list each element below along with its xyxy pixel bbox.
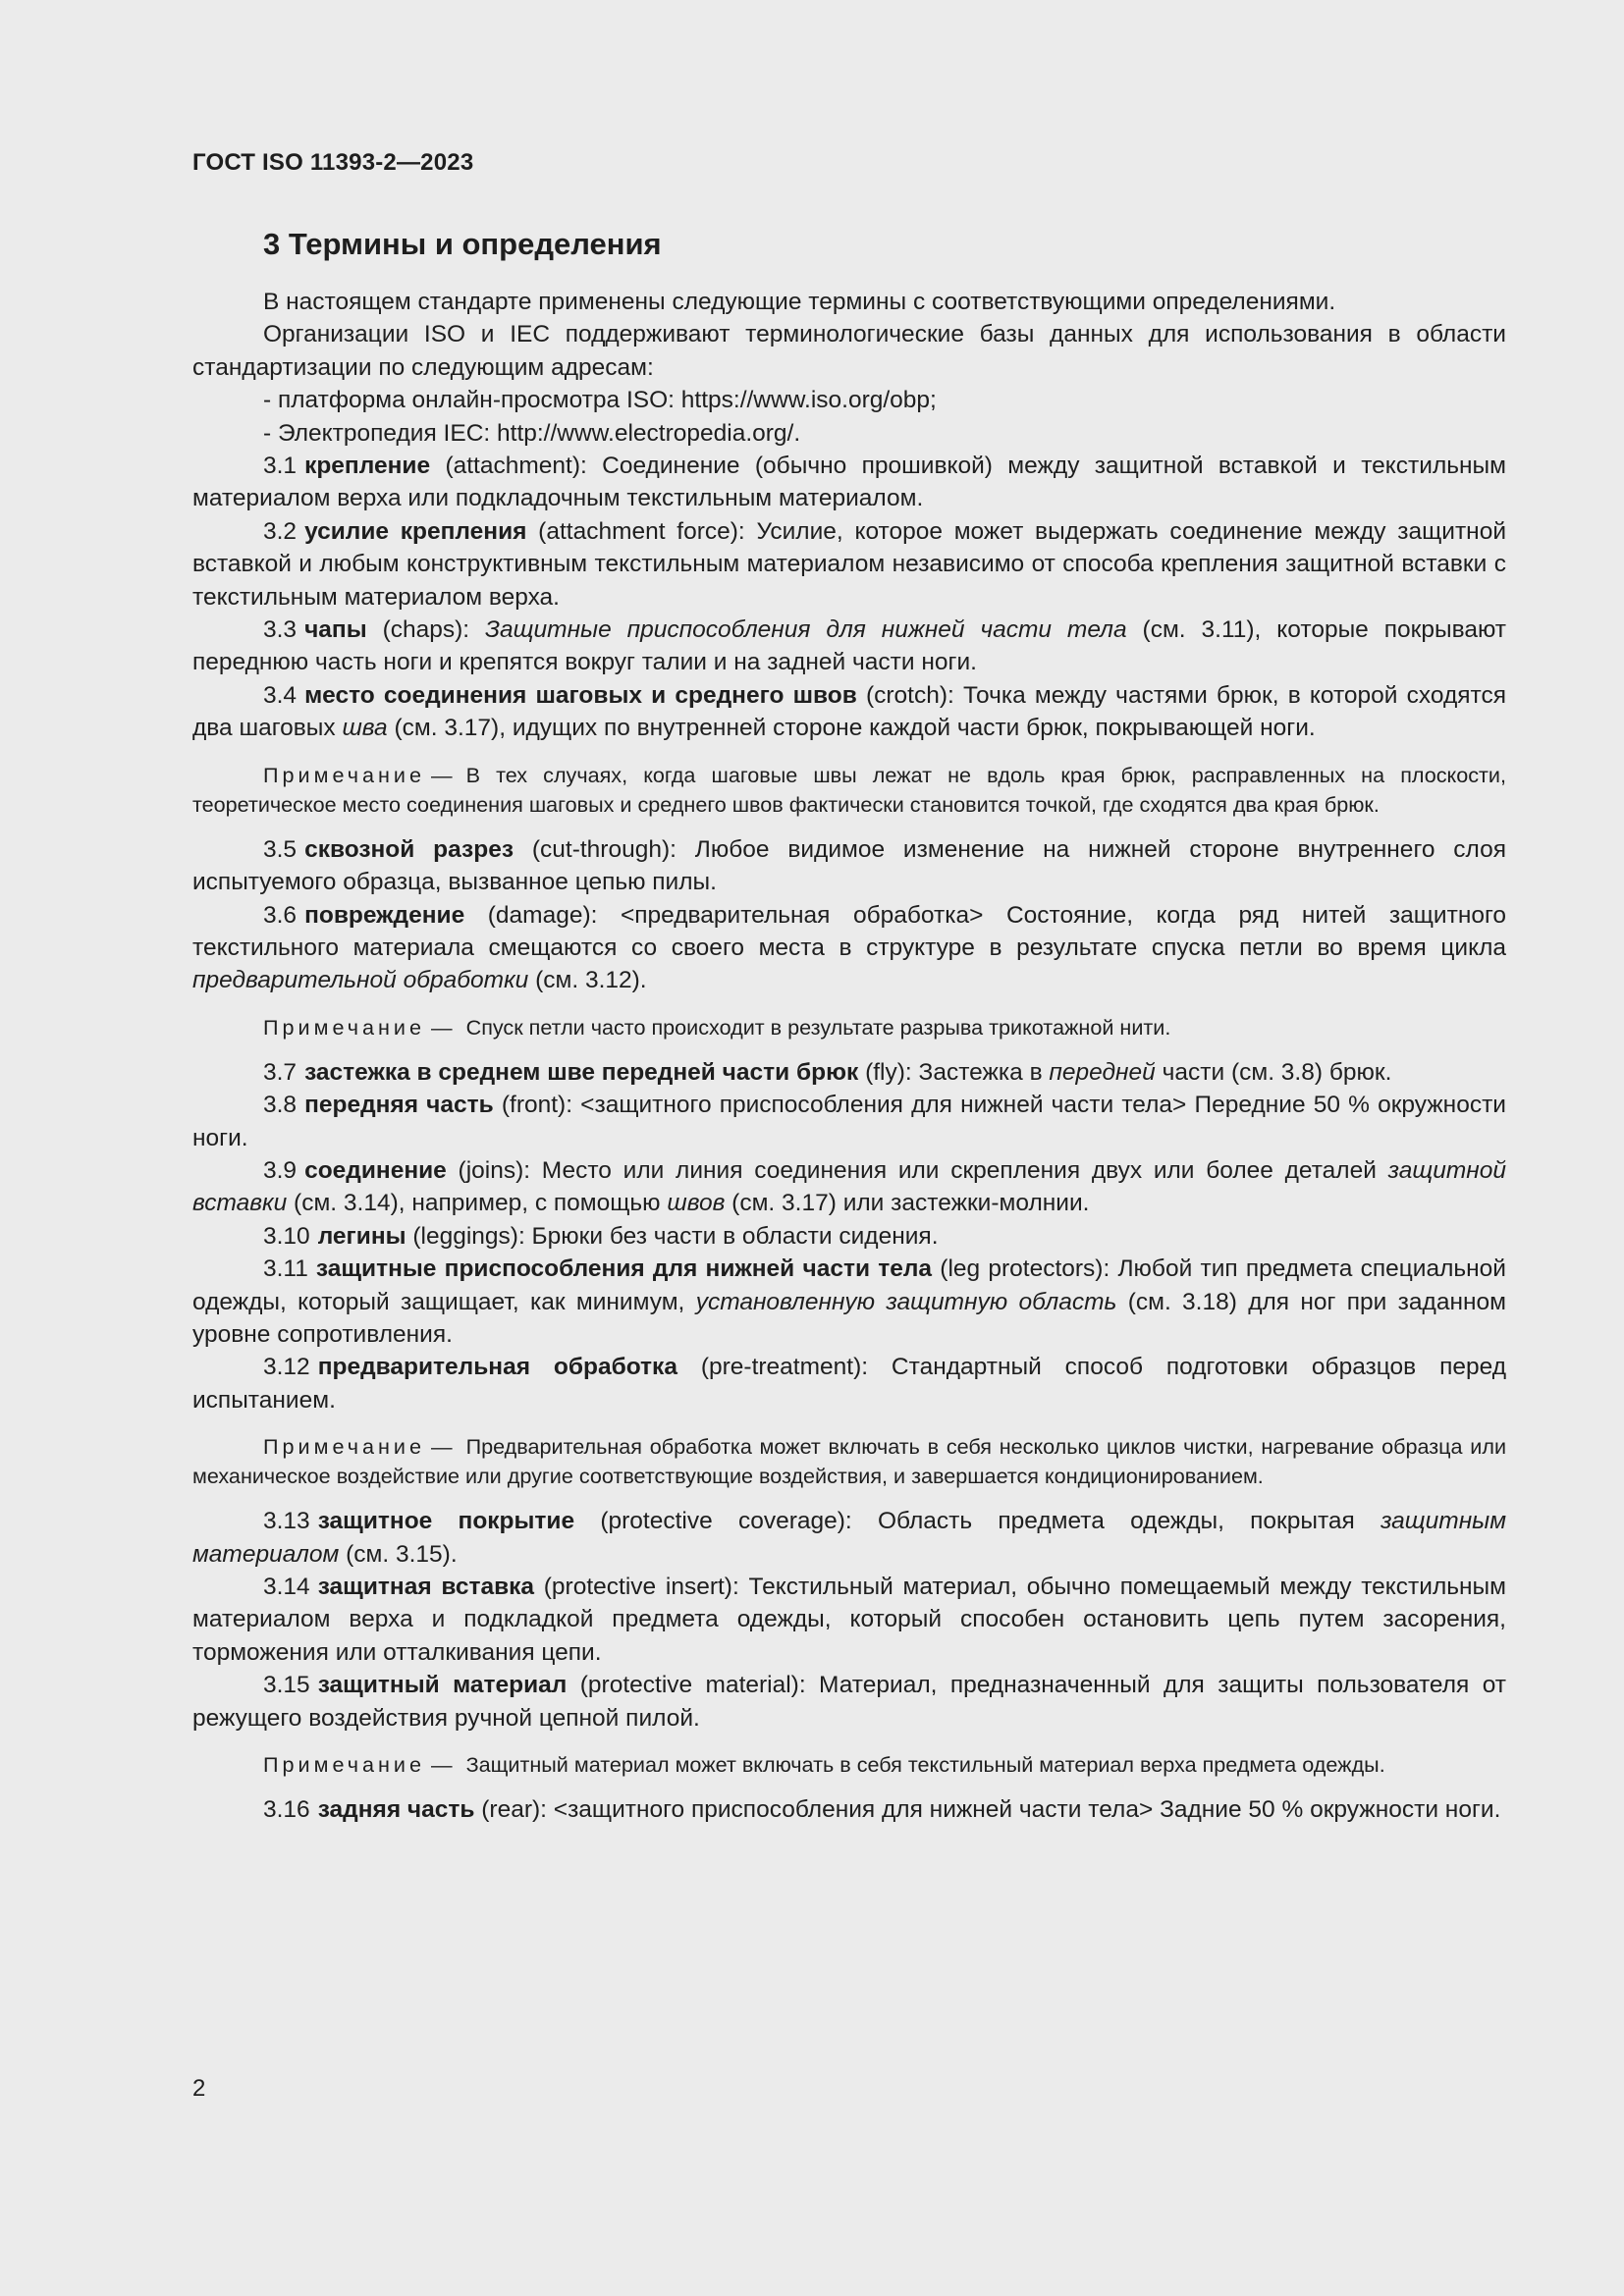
term-entry-3-15: 3.15 защитный материал (protective material): Материал, предназначенный для защиты пользователя от режущего воздействия ручной цепной пилой. <box>192 1672 1507 1732</box>
note-3-15: Примечание — Защитный материал может включать в себя текстильный материал верха предмета одежды. <box>263 1752 1385 1778</box>
term-name: сквозной разрез <box>304 835 514 863</box>
note-3-4: Примечание — В тех случаях, когда шаговые швы лежат не вдоль края брюк, расправленных на плоскости, теоретическое место соединения шаговых и среднего швов фактически становится точкой, где сходятся два края брюк. <box>192 762 1506 817</box>
term-name: усилие крепления <box>304 517 527 545</box>
term-name: крепление <box>304 453 431 480</box>
term-name: задняя часть <box>317 1796 475 1824</box>
term-name: место соединения шаговых и среднего швов <box>304 681 857 709</box>
term-entry-3-9: 3.9 соединение (joins): Место или линия соединения или скрепления двух или более деталей защитной вставки (см. 3.14), например, с помощью швов (см. 3.17) или застежки-молнии. <box>192 1156 1506 1217</box>
page-content <box>192 225 1506 1826</box>
term-entry-3-7: 3.7 застежка в среднем шве передней части брюк (fly): Застежка в передней части (см. 3.8) брюк. <box>263 1058 1392 1086</box>
term-entry-3-2: 3.2 усилие крепления (attachment force): Усилие, которое может выдержать соединение между защитной вставкой и любым конструктивным текстильным материалом независимо от способа крепления защитной вставки с текстильным материалом верха. <box>192 517 1507 611</box>
term-entry-3-13: 3.13 защитное покрытие (protective coverage): Область предмета одежды, покрытая защитным материалом (см. 3.15). <box>192 1508 1506 1568</box>
intro-paragraph: Организации ISO и IEC поддерживают терминологические базы данных для использования в области стандартизации по следующим адресам: <box>192 321 1506 381</box>
term-name: соединение <box>304 1156 447 1184</box>
term-name: защитное покрытие <box>317 1508 575 1535</box>
term-entry-3-10: 3.10 легины (leggings): Брюки без части в области сидения. <box>263 1222 939 1250</box>
note-3-6: Примечание — Спуск петли часто происходит в результате разрыва трикотажной нити. <box>263 1014 1171 1040</box>
section-title: 3 Термины и определения <box>263 227 662 261</box>
term-name: защитные приспособления для нижней части тела <box>315 1255 933 1283</box>
term-entry-3-16: 3.16 задняя часть (rear): <защитного приспособления для нижней части тела> Задние 50 % окружности ноги. <box>263 1796 1501 1824</box>
term-entry-3-8: 3.8 передняя часть (front): <защитного приспособления для нижней части тела> Передние 50 % окружности ноги. <box>192 1092 1506 1151</box>
page-number: 2 <box>192 2075 206 2102</box>
term-name: предварительная обработка <box>317 1354 677 1381</box>
term-entry-3-5: 3.5 сквозной разрез (cut-through): Любое видимое изменение на нижней стороне внутреннего слоя испытуемого образца, вызванное цепью пилы. <box>192 835 1507 896</box>
term-entry-3-14: 3.14 защитная вставка (protective insert): Текстильный материал, обычно помещаемый между текстильным материалом верха и подкладкой предмета одежды, который способен остановить цепь путем засорения, торможения или отталкивания цепи. <box>192 1574 1507 1666</box>
term-name: легины <box>317 1222 406 1250</box>
term-name: чапы <box>304 616 367 644</box>
note-3-12: Примечание — Предварительная обработка может включать в себя несколько циклов чистки, нагревание образца или механическое воздействие или другие соответствующие воздействия, и завершается кондиционированием. <box>192 1434 1506 1489</box>
term-entry-3-4: 3.4 место соединения шаговых и среднего швов (crotch): Точка между частями брюк, в которой сходятся два шаговых шва (см. 3.17), идущих по внутренней стороне каждой части брюк, покрывающей ноги. <box>192 681 1506 742</box>
term-entry-3-11: 3.11 защитные приспособления для нижней части тела (leg protectors): Любой тип предмета специальной одежды, который защищает, как минимум, установленную защитную область (см. 3.18) для ног при заданном уровне сопротивления. <box>192 1255 1506 1348</box>
term-name: застежка в среднем шве передней части брюк <box>304 1058 859 1086</box>
term-name: передняя часть <box>304 1092 494 1119</box>
term-entry-3-6: 3.6 повреждение (damage): <предварительная обработка> Состояние, когда ряд нитей защитного текстильного материала смещаются со своего места в структуре в результате спуска петли во время цикла предварительной обработки (см. 3.12). <box>192 901 1506 994</box>
term-name: повреждение <box>304 901 465 929</box>
term-entry-3-1: 3.1 крепление (attachment): Соединение (обычно прошивкой) между защитной вставкой и текстильным материалом верха или подкладочным текстильным материалом. <box>192 453 1506 512</box>
term-entry-3-3: 3.3 чапы (chaps): Защитные приспособления для нижней части тела (см. 3.11), которые покрывают переднюю часть ноги и крепятся вокруг талии и на задней части ноги. <box>192 616 1507 676</box>
term-name: защитная вставка <box>317 1574 535 1600</box>
term-entry-3-12: 3.12 предварительная обработка (pre-treatment): Стандартный способ подготовки образцов перед испытанием. <box>192 1354 1506 1414</box>
intro-list-item: - Электропедия IEC: http://www.electropedia.org/. <box>263 419 801 447</box>
intro-paragraph: В настоящем стандарте применены следующие термины с соответствующими определениями. <box>263 289 1336 315</box>
document-header: ГОСТ ISO 11393-2—2023 <box>192 149 474 176</box>
term-name: защитный материал <box>317 1672 568 1699</box>
intro-list-item: - платформа онлайн-просмотра ISO: https://www.iso.org/obp; <box>263 387 937 414</box>
